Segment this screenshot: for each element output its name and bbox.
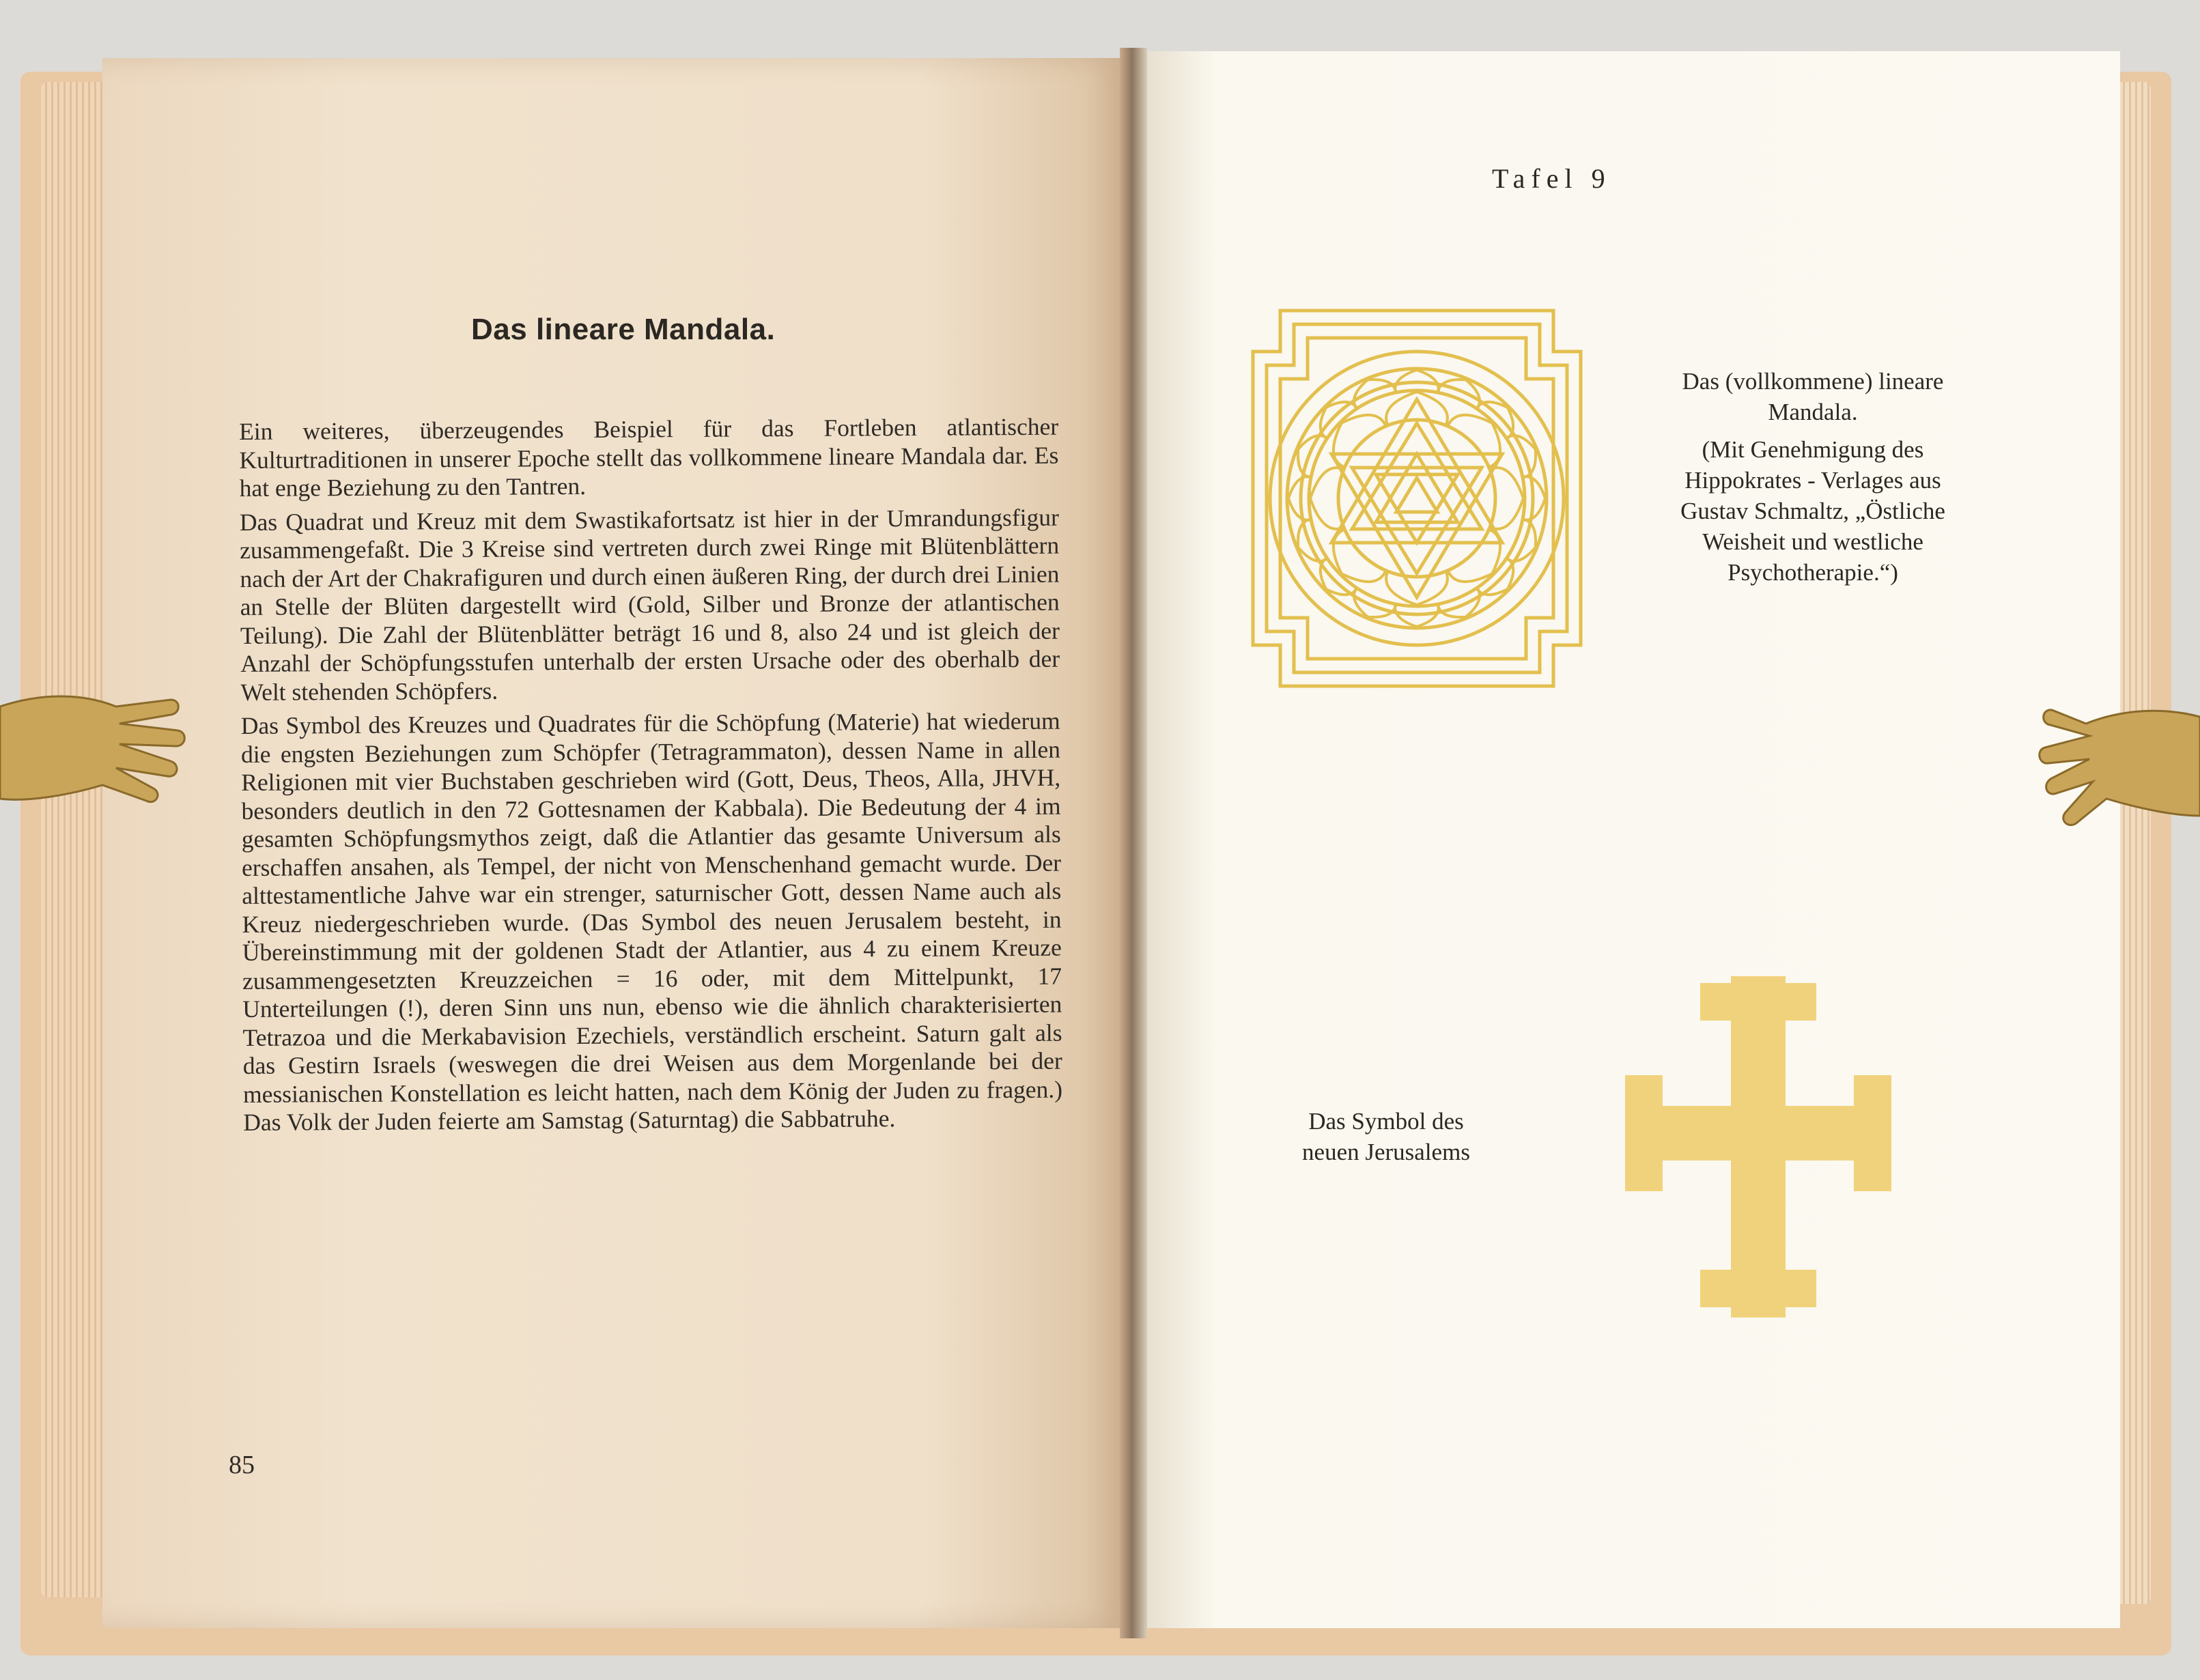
mandala-petal	[1476, 402, 1513, 439]
jerusalem-cross-illustration	[1611, 969, 1905, 1324]
right-hand-bookstand-icon	[2038, 683, 2200, 887]
body-text	[239, 413, 1062, 1143]
paragraph-2: Das Quadrat und Kreuz mit dem Swastikafortsatz ist hier in der Umrandungsfigur zusammengefaßt. Die 3 Kreise sind vertreten durch zwei Ringe mit Blütenblättern nach der Art der Chakrafiguren und durch einen äußeren Ring, der durch drei Linien an Stelle der Blüten dargestellt wird (Gold, Silber und Bronze der atlantischen Teilung). Die Zahl der Blütenblätter beträgt 16 und 8, also 24 und ist gleich der Anzahl der Schöpfungsstufen unterhalb der ersten Ursache oder des oberhalb der Welt stehenden Schöpfers.	[239, 503, 1060, 706]
paragraph-3: Das Symbol des Kreuzes und Quadrates für die Schöpfung (Materie) hat wiederum die engsten Beziehungen zum Schöpfer (Tetragrammaton), dessen Name in allen Religionen mit vier Buchstaben geschrieben wird (Gott, Deus, Theos, Alla, JHVH, besonders deutlich in den 72 Gottesnamen der Kabbala). Die Bedeutung der 4 im gesamten Schöpfungsmythos zeigt, daß die Atlantier das gesamte Universum als erschaffen ansahen, als Tempel, der nicht von Menschenhand gemacht wurde. Der alttestamentliche Jahve war ein strenger, saturnischer Gott, dessen Name auch als Kreuz niedergeschrieben wurde. (Das Symbol des neuen Jerusalem besteht, in Übereinstimmung mit der goldenen Stadt der Atlantier, aus 4 zu einem Kreuze zusammengesetzten Kreuzzeichen = 16 oder, mit dem Mittelpunkt, 17 Unterteilungen (!), deren Sinn uns nun, ebenso wie die ähnlich charakterisierten Tetrazoa und die Merkabavision Ezechiels, verständlich erscheint. Saturn galt als das Gestirn Israels (weswegen die drei Weisen aus dem Morgenlande bei der messianischen Konstellation es leicht hatten, nach dem König der Juden zu fragen.) Das Volk der Juden feierte am Samstag (Saturntag) die Sabbatruhe.	[240, 707, 1063, 1136]
mandala-petal	[1334, 529, 1386, 582]
paragraph-1: Ein weiteres, überzeugendes Beispiel für das Fortleben atlantischer Kulturtraditionen in unserer Epoche stellt das vollkommene lineare Mandala dar. Es hat enge Beziehung zu den Tantren.	[239, 412, 1059, 502]
page-number: 85	[229, 1451, 255, 1479]
chapter-title: Das lineare Mandala.	[471, 313, 776, 346]
mandala-caption-main: Das (vollkommene) lineare Mandala.	[1682, 368, 1944, 425]
right-page	[1137, 51, 2120, 1628]
book-gutter	[1120, 48, 1147, 1638]
plate-label: Tafel 9	[1492, 163, 1611, 194]
mandala-petal	[1321, 402, 1357, 439]
mandala-petal	[1321, 558, 1357, 595]
mandala-caption-credit: (Mit Genehmigung des Hippokrates - Verlages aus Gustav Schmaltz, „Östliche Weisheit und westliche Psychotherapie.“)	[1680, 436, 1945, 586]
linear-mandala-illustration	[1239, 290, 1594, 707]
left-hand-bookstand-icon	[0, 666, 191, 850]
cross-caption: Das Symbol des neuen Jerusalems	[1302, 1108, 1470, 1165]
mandala-petal	[1476, 558, 1513, 595]
mandala-petal	[1448, 529, 1500, 582]
mandala-petal	[1334, 415, 1386, 468]
mandala-caption	[1666, 366, 1960, 588]
mandala-petal	[1448, 415, 1500, 468]
